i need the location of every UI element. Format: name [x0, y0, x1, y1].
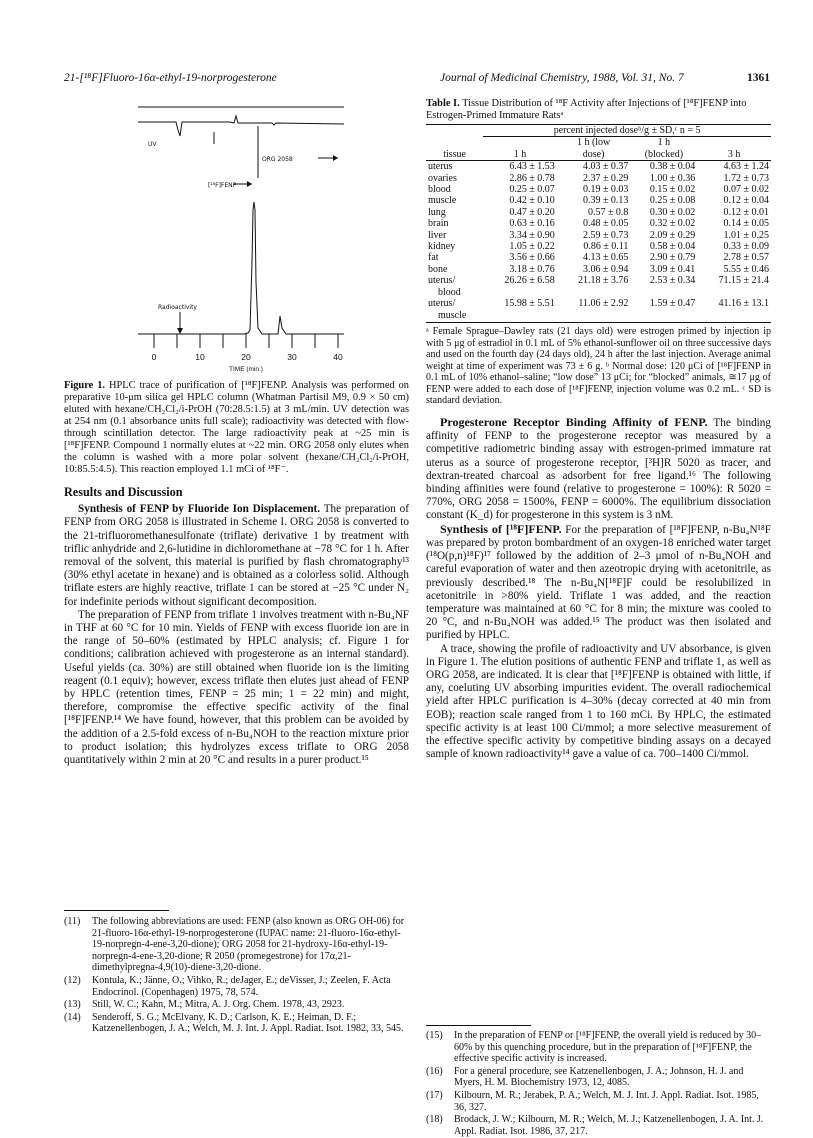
tissue-cell: bone	[428, 263, 448, 275]
tissue-cell: brain	[428, 218, 449, 230]
tissue-cell: fat	[428, 252, 439, 264]
value-cell: 2.37 ± 0.29	[582, 172, 629, 184]
value-cell: 11.06 ± 2.92	[578, 298, 629, 310]
radioactivity-label: Radioactivity	[158, 304, 197, 311]
value-cell: 2.59 ± 0.73	[582, 229, 629, 241]
table-footnote: ᵃ Female Sprague–Dawley rats (21 days old) were estrogen primed by injection ip with 5 μg of estradiol in 0.1 mL of 5% ethanol-sunflower oil on three successive days and used on the fourth day (24 days old), 24 h after the last injection. Average animal weight at time of experiment was 73 ± 6 g. ᵇ Normal dose: 120 μCi of [¹⁸F]FENP in 0.1 mL of 10% ethanol–saline; “low dose” 13 μCi; for “blocked” animals, ≅17 μg of FENP were added to each dose of [¹⁸F]FENP, injection volume was 0.2 mL. ᶜ SD is standard deviation.	[426, 325, 771, 407]
value-cell: 71.15 ± 21.4	[718, 275, 769, 287]
paragraph: Synthesis of FENP by Fluoride Ion Displacement. The preparation of FENP from ORG 2058 is illustrated in Scheme I. ORG 2058 is converted to the 21-trifluoromethanesulfonate (triflate) derivative 1 by treatment with triflic anhydride and 2,6-lutidine in dichloromethane at −78 °C for 1 h. After removal of the solvent, this material is purified by flash chromatography¹³ (30% ethyl acetate in hexane) and is obtained as a colorless solid. Although triflate esters are highly reactive, triflate 1 can be stored at −25 °C under N₂ for indefinite periods without significant decomposition.	[64, 503, 410, 608]
value-cell: 3.18 ± 0.76	[509, 263, 555, 275]
reference-item: (16) For a general procedure, see Katzenellenbogen, J. A.; Johnson, H. J. and Myers, H. M. Biochemistry 1973, 12, 4085.	[426, 1065, 744, 1089]
value-cell: 2.53 ± 0.34	[649, 275, 696, 287]
reference-item: (12) Kontula, K.; Jänne, O.; Vihko, R.; deJager, E.; deVisser, J.; Zeelen, F. Acta Endocrinol. (Copenhagen) 1975, 78, 574.	[64, 974, 391, 998]
paragraph: Progesterone Receptor Binding Affinity of FENP. The binding affinity of FENP to the progesterone receptor was measured by a competitive radiometric binding assay with estrogen-primed immature rat uterus as a source of progesterone receptor, [³H]R 5020 as tracer, and dextran-treated charcoal as adsorbent for free ligand.¹⁶ The following binding affinities were found (relative to progesterone = 100%): R 5020 = 770%, ORG 2058 = 1500%, FENP = 6000%. The equilibrium dissociation constant (K_d) for progesterone in this system is 3 nM.	[426, 415, 771, 522]
value-cell: 0.32 ± 0.02	[649, 218, 696, 230]
value-cell: 0.15 ± 0.02	[649, 184, 696, 196]
value-cell: 0.38 ± 0.04	[649, 161, 696, 173]
value-cell: 41.16 ± 13.1	[718, 298, 769, 310]
x-axis-label: TIME (min.)	[229, 366, 263, 373]
running-header-left: 21-[¹⁸F]Fluoro-16α-ethyl-19-norprogesterone	[64, 72, 277, 84]
paragraph: The preparation of FENP from triflate 1 involves treatment with n-Bu₄NF in THF at 60 °C for 10 min. Yields of FENP with excess fluoride ion are in the range of 50–60% (estimated by HPLC analysis; cf. Figure 1 for conditions; calibration achieved with progesterone as an internal standard). Useful yields (ca. 30%) are still obtained when fluoride ion is the limiting reagent (0.1 equiv); however, excess triflate then elutes just ahead of FENP by HPLC (retention times, FENP = 25 min; 1 = 22 min) and might, therefore, compromise the effective specific activity of the final [¹⁸F]FENP.¹⁴ We have found, however, that this problem can be avoided by the addition of a 2.5-fold excess of n-Bu₄NOH to the reaction mixture prior to product isolation; this hydrolyzes excess triflate to ORG 2058 quantitatively within 2 min at 20 °C and results in a purer product.¹⁵	[64, 608, 409, 767]
table-row	[426, 298, 771, 321]
tick-label: 20	[241, 352, 251, 362]
tissue-cell: muscle	[428, 195, 457, 207]
tissue-cell: liver	[428, 229, 447, 241]
value-cell: 0.57 ± 0.8	[587, 206, 629, 218]
tissue-cell: blood	[428, 184, 451, 196]
fenp-label: [¹⁸F]FENP	[208, 182, 237, 189]
value-cell: 0.33 ± 0.09	[723, 241, 769, 253]
value-cell: 2.90 ± 0.79	[649, 252, 696, 264]
references-right	[426, 1030, 771, 1138]
value-cell: 0.14 ± 0.05	[723, 218, 769, 230]
column-header: 1 h	[483, 149, 557, 161]
value-cell: 1.59 ± 0.47	[649, 298, 696, 310]
reference-rule	[64, 910, 169, 911]
value-cell: 1.72 ± 0.73	[723, 172, 769, 184]
reference-item: (14) Senderoff, S. G.; McElvany, K. D.; Carlson, K. E.; Heiman, D. F.; Katzenellenbogen, J. A.; Welch, M. J. Int. J. Appl. Radiat. Isot. 1982, 33, 545.	[64, 1011, 404, 1035]
figure-caption	[64, 380, 409, 476]
table-row	[426, 241, 771, 252]
tissue-cell: uterus/ blood	[428, 275, 461, 298]
uv-trace	[138, 116, 344, 136]
value-cell: 1.05 ± 0.22	[509, 241, 555, 253]
figure-caption-label: Figure 1.	[64, 380, 105, 391]
value-cell: 0.12 ± 0.04	[723, 195, 769, 207]
value-cell: 0.30 ± 0.02	[649, 206, 696, 218]
value-cell: 3.34 ± 0.90	[509, 229, 555, 241]
section-heading: Results and Discussion	[64, 485, 183, 499]
right-column	[426, 98, 771, 761]
value-cell: 1.00 ± 0.36	[649, 172, 696, 184]
value-cell: 3.06 ± 0.94	[582, 263, 629, 275]
tissue-cell: uterus/ muscle	[428, 298, 467, 321]
value-cell: 0.42 ± 0.10	[509, 195, 555, 207]
value-cell: 0.86 ± 0.11	[583, 241, 629, 253]
tick-label: 30	[287, 352, 297, 362]
tissue-cell: uterus	[428, 161, 453, 173]
value-cell: 0.48 ± 0.05	[582, 218, 629, 230]
left-column	[64, 380, 409, 767]
page-number: 1361	[747, 72, 770, 84]
column-header: 3 h	[697, 149, 771, 161]
reference-item: (13) Still, W. C.; Kahn, M.; Mitra, A. J. Org. Chem. 1978, 43, 2923.	[64, 999, 345, 1011]
tick-label: 40	[333, 352, 343, 362]
radioactivity-trace	[138, 202, 344, 334]
uv-label: UV	[148, 141, 157, 148]
value-cell: 1.01 ± 0.25	[723, 229, 769, 241]
value-cell: 0.63 ± 0.16	[509, 218, 555, 230]
tissue-cell: ovaries	[428, 172, 457, 184]
table-row	[426, 195, 771, 206]
value-cell: 3.09 ± 0.41	[649, 263, 696, 275]
column-header: dose)	[557, 149, 631, 161]
table-row	[426, 218, 771, 229]
value-cell: 0.39 ± 0.13	[582, 195, 629, 207]
column-header: tissue	[426, 149, 483, 161]
value-cell: 0.25 ± 0.08	[649, 195, 696, 207]
table-title: Table I. Tissue Distribution of ¹⁸F Activity after Injections of [¹⁸F]FENP into Estrogen-Primed Immature Ratsᵃ	[426, 98, 747, 121]
figure-caption-text: HPLC trace of purification of [¹⁸F]FENP. Analysis was performed on preparative 10-μm silica gel HPLC column (Whatman Partisil M9, 0.9 × 50 cm) eluted with hexane/CH₂Cl₂/i-PrOH (70:28.5:1.5) at 3 mL/min. UV detection was at 254 nm (0.1 absorbance units full scale); radioactivity was detected with flow-through scintillation detector. The large radioactivity peak at ~25 min is [¹⁸F]FENP. Compound 1 normally elutes at ~22 min. ORG 2058 only elutes when the column is washed with a more polar solvent (hexane/CH₂Cl₂/i-PrOH, 10:85.5:4.5). This reaction employed 1.1 mCi of ¹⁸F⁻.	[64, 380, 410, 475]
value-cell: 0.58 ± 0.04	[649, 241, 696, 253]
value-cell: 5.55 ± 0.46	[723, 263, 769, 275]
value-cell: 15.98 ± 5.51	[504, 298, 555, 310]
references-left	[64, 916, 409, 1036]
reference-item: (15) In the preparation of FENP or [¹⁸F]FENP, the overall yield is reduced by 30–60% by this quenching procedure, but in the preparation of [¹⁸F]FENP, the effective specific activity is increased.	[426, 1030, 762, 1065]
tissue-cell: lung	[428, 206, 446, 218]
value-cell: 3.56 ± 0.66	[509, 252, 555, 264]
tick-label: 10	[195, 352, 205, 362]
table-row	[426, 161, 771, 173]
table-row	[426, 184, 771, 195]
table-row	[426, 230, 771, 241]
value-cell: 21.18 ± 3.76	[577, 275, 629, 287]
value-cell: 4.63 ± 1.24	[723, 161, 769, 173]
table-row	[426, 252, 771, 263]
reference-item: (18) Brodack, J. W.; Kilbourn, M. R.; Welch, M. J.; Katzenellenbogen, J. A. Int. J. Appl. Radiat. Isot. 1986, 37, 217.	[426, 1114, 764, 1137]
table-row	[426, 207, 771, 218]
org2058-label: ORG 2058	[262, 156, 293, 163]
value-cell: 0.07 ± 0.02	[723, 184, 769, 196]
hplc-trace-figure	[112, 102, 382, 378]
paragraph: Synthesis of [¹⁸F]FENP. For the preparation of [¹⁸F]FENP, n-Bu₄N¹⁸F was prepared by proton bombardment of an oxygen-18 enriched water target (¹⁸O(p,n)¹⁸F)¹⁷ followed by the addition of 2–3 μmol of n-Bu₄NOH and careful evaporation of water and then azeotropic drying with acetonitrile, as previously described.¹⁸ The n-Bu₄N[¹⁸F]F could be resolubilized in acetonitrile in >80% yield. Triflate 1 was added, and the reaction temperature was maintained at 60 °C for 8 min; the mixture was cooled to 20 °C, and n-Bu₄NOH was added.¹⁵ The product was then isolated and purified by HPLC.	[426, 521, 771, 642]
table-row	[426, 264, 771, 275]
value-cell: 4.13 ± 0.65	[582, 252, 629, 264]
tick-label: 0	[151, 352, 157, 362]
value-cell: 6.43 ± 1.53	[509, 161, 555, 173]
value-cell: 2.78 ± 0.57	[723, 252, 769, 264]
tissue-cell: kidney	[428, 241, 456, 253]
journal-citation: Journal of Medicinal Chemistry, 1988, Vol. 31, No. 7	[440, 72, 684, 84]
value-cell: 0.19 ± 0.03	[582, 184, 629, 196]
value-cell: 0.12 ± 0.01	[723, 206, 769, 218]
running-header-right	[440, 72, 770, 84]
tissue-distribution-table: percent injected doseᵇ/g ± SD,ᶜ n = 5 1 h (low 1 h tissue 1 h dose) (blocked) 3 h uterus 6.43 ± 1.53 4.03 ± 0.37 0.38 ± 0.04 4.63 ± 1.24 ovaries 2.86 ± 0.78 2.37 ± 0.29 1.00 ± 0.36 1.72 ± 0.73 blood 0.25 ± 0.07 0.19 ± 0.03 0.15 ± 0.02 0.07 ± 0.02 muscle 0.42 ± 0.10 0.39 ± 0.13 0.25 ± 0.08 0.12 ± 0.04 lung 0.47 ± 0.20 0.57 ± 0.8 0.30 ± 0.02 0.12 ± 0.01 brain 0.63 ± 0.16 0.48 ± 0.05 0.32 ± 0.02 0.14 ± 0.05 liver 3.34 ± 0.90 2.59 ± 0.73 2.09 ± 0.29 1.01 ± 0.25 kidney 1.05 ± 0.22 0.86 ± 0.11 0.58 ± 0.04 0.33 ± 0.09 fat 3.56 ± 0.66 4.13 ± 0.65 2.90 ± 0.79 2.78 ± 0.57 bone 3.18 ± 0.76 3.06 ± 0.94 3.09 ± 0.41 5.55 ± 0.46 uterus/ blood 26.26 ± 6.58 21.18 ± 3.76 2.53 ± 0.34 71.15 ± 21.4 uterus/ muscle 15.98 ± 5.51 11.06 ± 2.92 1.59 ± 0.47 41.16 ± 13.1	[428, 125, 769, 321]
value-cell: 0.47 ± 0.20	[509, 206, 555, 218]
paragraph: A trace, showing the profile of radioactivity and UV absorbance, is given in Figure 1. The elution positions of authentic FENP and triflate 1, as well as ORG 2058, are indicated. It is clear that [¹⁸F]FENP is obtained with little, if any, coeluting UV absorbing impurities evident. The overall radiochemical yield after HPLC purification is 4–30% (decay corrected at 40 min from EOB); reaction scale ranged from 1 to 160 mCi. By HPLC, the estimated specific activity is at least 100 Ci/mmol; a more selective measurement of the effective specific activity by competitive binding assays on a decayed sample of known radioactivity¹⁴ gave a value of ca. 700–1400 Ci/mmol.	[426, 642, 771, 761]
table-row	[426, 173, 771, 184]
table-spanner: percent injected doseᵇ/g ± SD,ᶜ n = 5	[483, 125, 771, 137]
column-header: (blocked)	[630, 149, 697, 161]
reference-item: (17) Kilbourn, M. R.; Jerabek, P. A.; Welch, M. J. Int. J. Appl. Radiat. Isot. 1985, 36, 327.	[426, 1089, 759, 1113]
value-cell: 4.03 ± 0.37	[582, 161, 629, 173]
value-cell: 26.26 ± 6.58	[504, 275, 555, 287]
reference-item: (11) The following abbreviations are used: FENP (also known as ORG OH-06) for 21-fluoro-16α-ethyl-19-norprogesterone (IUPAC name: 21-fluoro-16α-ethyl-19-norpregn-4-ene-3,20-dione); ORG 2058 for 21-hydroxy-16α-ethyl-19-norpregn-4-ene-3,20-dione; R 2050 (promegestrone) for 17α,21-dimethylpregna-4,9(10)-diene-3,20-dione.	[64, 916, 405, 974]
reference-rule	[426, 1025, 531, 1026]
value-cell: 2.86 ± 0.78	[509, 172, 555, 184]
value-cell: 2.09 ± 0.29	[649, 229, 696, 241]
value-cell: 0.25 ± 0.07	[509, 184, 555, 196]
table-row	[426, 275, 771, 298]
